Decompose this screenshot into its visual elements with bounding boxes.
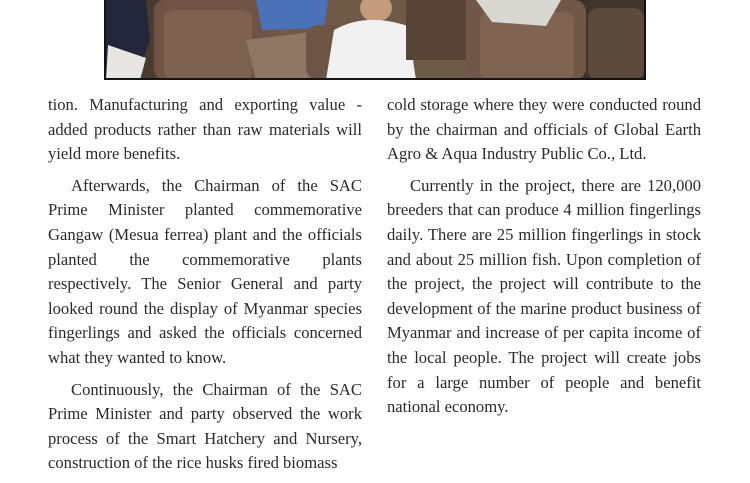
paragraph: Afterwards, the Chairman of the SAC Prime Minister planted commemorative Gangaw (Mesua ferrea) plant and the officials planted the commemorative plants respectively. The Senior General and party looked round the display of Myanmar species fingerlings and asked the officials concerned what they wanted to know.: [48, 175, 362, 367]
meeting-photo: [104, 0, 646, 80]
paragraph: Currently in the project, there are 120,000 breeders that can produce 4 million fingerlings daily. There are 25 million fingerlings in stock and about 25 million fish. Upon completion of the project, the project will contribute to the development of the marine product business of Myanmar and increase of per capita income of the local people. The project will create jobs for a large number of people and benefit national economy.: [387, 175, 701, 417]
left-column: [48, 93, 362, 483]
paragraph: Continuously, the Chairman of the SAC Prime Minister and party observed the work process of the Smart Hatchery and Nursery, construction of the rice husks fired biomass: [48, 379, 362, 473]
meeting-photo-illustration: [106, 0, 644, 80]
paragraph: cold storage where they were conducted round by the chairman and officials of Global Earth Agro & Aqua Industry Public Co., Ltd.: [387, 95, 701, 164]
right-column: [387, 93, 701, 427]
paragraph: tion. Manufacturing and exporting value -added products rather than raw materials will yield more benefits.: [48, 95, 362, 164]
